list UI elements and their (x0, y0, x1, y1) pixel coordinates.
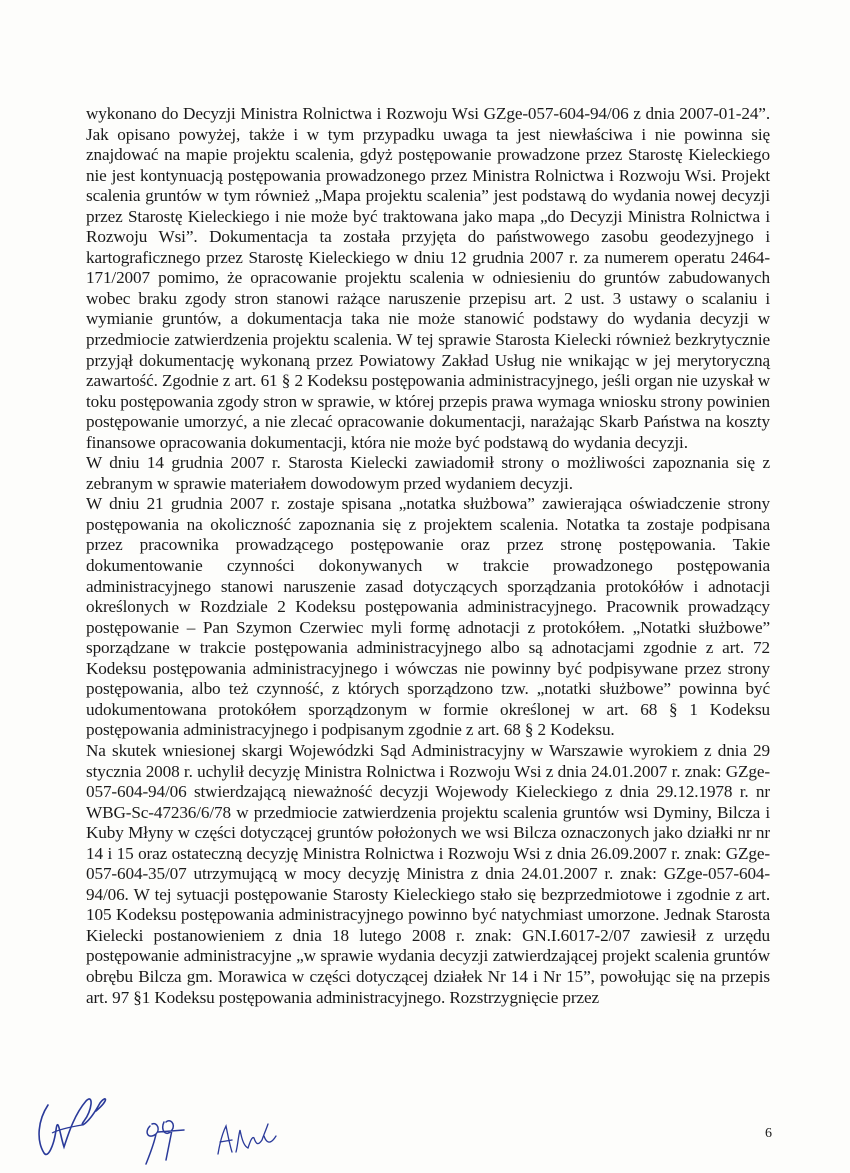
paragraph: W dniu 14 grudnia 2007 r. Starosta Kielecki zawiadomił strony o możliwości zapoznania się z zebranym w sprawie materiałem dowodowym przed wydaniem decyzji. (86, 453, 770, 493)
body-text (86, 104, 770, 1008)
signature-1 (30, 1085, 115, 1160)
paragraph: wykonano do Decyzji Ministra Rolnictwa i Rozwoju Wsi GZge-057-604-94/06 z dnia 2007-01-24”. Jak opisano powyżej, także i w tym przypadku uwaga ta jest niewłaściwa i nie powinna się znajdować na mapie projektu scalenia, gdyż postępowanie prowadzone przez Starostę Kieleckiego nie jest kontynuacją postępowania prowadzonego przez Ministra Rolnictwa i Rozwoju Wsi. Projekt scalenia gruntów w tym również „Mapa projektu scalenia” jest podstawą do wydania nowej decyzji przez Starostę Kieleckiego i nie może być traktowana jako mapa „do Decyzji Ministra Rolnictwa i Rozwoju Wsi”. Dokumentacja ta została przyjęta do państwowego zasobu geodezyjnego i kartograficznego przez Starostę Kieleckiego w dniu 12 grudnia 2007 r. za numerem operatu 2464-171/2007 pomimo, że opracowanie projektu scalenia w odniesieniu do gruntów zabudowanych wobec braku zgody stron stanowi rażące naruszenie przepisu art. 2 ust. 3 ustawy o scalaniu i wymianie gruntów, a dokumentacja taka nie może stanowić podstawy do wydania decyzji w przedmiocie zatwierdzenia projektu scalenia. W tej sprawie Starosta Kielecki również bezkrytycznie przyjął dokumentację wykonaną przez Powiatowy Zakład Usług nie wnikając w jej merytoryczną zawartość. Zgodnie z art. 61 § 2 Kodeksu postępowania administracyjnego, jeśli organ nie uzyskał w toku postępowania zgody stron w sprawie, w której przepis prawa wymaga wniosku strony powinien postępowanie umorzyć, a nie zlecać opracowanie dokumentacji, narażając Skarb Państwa na koszty finansowe opracowania dokumentacji, która nie może być podstawą do wydania decyzji. (86, 104, 770, 452)
signature-2 (140, 1108, 195, 1168)
signature-3 (212, 1116, 282, 1166)
paragraph: Na skutek wniesionej skargi Wojewódzki Sąd Administracyjny w Warszawie wyrokiem z dnia 29 stycznia 2008 r. uchylił decyzję Ministra Rolnictwa i Rozwoju Wsi z dnia 24.01.2007 r. znak: GZge-057-604-94/06 stwierdzającą nieważność decyzji Wojewody Kieleckiego z dnia 29.12.1978 r. nr WBG-Sc-47236/6/78 w przedmiocie zatwierdzenia projektu scalenia gruntów wsi Dyminy, Bilcza i Kuby Młyny w części dotyczącej gruntów położonych we wsi Bilcza oznaczonych jako działki nr nr 14 i 15 oraz ostateczną decyzję Ministra Rolnictwa i Rozwoju Wsi z dnia 26.09.2007 r. znak: GZge-057-604-35/07 utrzymującą w mocy decyzję Ministra z dnia 24.01.2007 r. znak: GZge-057-604-94/06. W tej sytuacji postępowanie Starosty Kieleckiego stało się bezprzedmiotowe i zgodnie z art. 105 Kodeksu postępowania administracyjnego powinno być natychmiast umorzone. Jednak Starosta Kielecki postanowieniem z dnia 18 lutego 2008 r. znak: GN.I.6017-2/07 zawiesił z urzędu postępowanie administracyjne „w sprawie wydania decyzji zatwierdzającej projekt scalenia gruntów obrębu Bilcza gm. Morawica w części dotyczącej działek Nr 14 i Nr 15”, powołując się na przepis art. 97 §1 Kodeksu postępowania administracyjnego. Rozstrzygnięcie przez (86, 740, 770, 1007)
page-number: 6 (765, 1126, 772, 1141)
paragraph: W dniu 21 grudnia 2007 r. zostaje spisana „notatka służbowa” zawierająca oświadczenie strony postępowania na okoliczność zapoznania się z projektem scalenia. Notatka ta zostaje podpisana przez pracownika prowadzącego postępowanie oraz przez stronę postępowania. Takie dokumentowanie czynności dokonywanych w trakcie prowadzonego postępowania administracyjnego stanowi naruszenie zasad dotyczących sporządzania protokółów i adnotacji określonych w Rozdziale 2 Kodeksu postępowania administracyjnego. Pracownik prowadzący postępowanie – Pan Szymon Czerwiec myli formę adnotacji z protokółem. „Notatki służbowe” sporządzane w trakcie postępowania administracyjnego albo są adnotacjami zgodnie z art. 72 Kodeksu postępowania administracyjnego i wówczas nie powinny być podpisywane przez strony postępowania, albo też czynność, z których sporządzono tzw. „notatki służbowe” powinna być udokumentowana protokółem sporządzonym w formie określonej w art. 68 § 1 Kodeksu postępowania administracyjnego i podpisanym zgodnie z art. 68 § 2 Kodeksu. (86, 494, 770, 740)
